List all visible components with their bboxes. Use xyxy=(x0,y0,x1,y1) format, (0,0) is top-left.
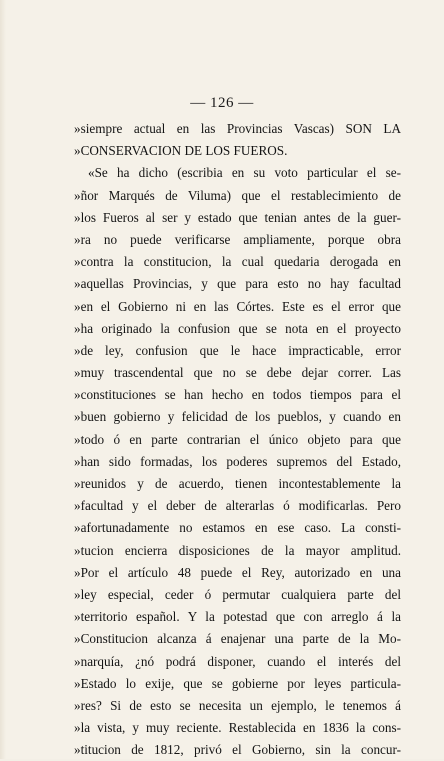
text-line: »ñor Marqués de Viluma) que el restablecimiento de xyxy=(74,187,401,203)
text-line: »muy trascendental que no se debe dejar correr. Las xyxy=(74,365,401,381)
text-line: »Por el artículo 48 puede el Rey, autorizado en una xyxy=(74,564,401,580)
text-line: »reunidos y de acuerdo, tienen incontestablemente la xyxy=(74,476,401,491)
text-line: »en el Gobierno ni en las Córtes. Este es el error que xyxy=(74,298,401,314)
text-line: »CONSERVACION DE LOS FUEROS. xyxy=(74,143,288,159)
text-line: »han sido formadas, los poderes supremos del Estado, xyxy=(74,453,401,469)
text-line: »aquellas Provincias, y que para esto no hay facultad xyxy=(74,276,401,292)
text-line: »territorio español. Y la potestad que con arreglo á la xyxy=(74,609,401,625)
text-line: »ha originado la confusion que se nota en el proyecto xyxy=(74,320,401,336)
text-line: »de ley, confusion que le hace impracticable, error xyxy=(74,342,401,358)
text-line: »res? Si de esto se necesita un ejemplo, le tenemos á xyxy=(74,697,401,713)
text-line: «Se ha dicho (escribia en su voto particular el se- xyxy=(88,165,401,181)
text-line: »narquía, ¿nó podrá disponer, cuando el interés del xyxy=(74,653,401,669)
text-line: »contra la constitucion, la cual quedaria derogada en xyxy=(74,254,401,270)
page-number: — 126 — xyxy=(190,95,254,111)
text-line: »ley especial, ceder ó permutar cualquiera parte del xyxy=(74,586,401,602)
text-line: »buen gobierno y felicidad de los pueblos, y cuando en xyxy=(74,409,401,425)
text-line: »constituciones se han hecho en todos tiempos para el xyxy=(74,387,401,403)
body-text xyxy=(74,118,401,761)
text-line: »siempre actual en las Provincias Vascas) SON LA xyxy=(74,121,401,136)
text-line: »facultad y el deber de alterarlas ó modificarlas. Pero xyxy=(74,498,401,514)
text-line: »ra no puede verificarse ampliamente, porque obra xyxy=(74,231,401,247)
text-line: »afortunadamente no estamos en ese caso. La consti- xyxy=(74,520,401,536)
text-line: »los Fueros al ser y estado que tenian antes de la guer- xyxy=(74,209,401,225)
text-line: »todo ó en parte contrarian el único objeto para que xyxy=(74,431,401,447)
text-line: »Estado lo exije, que se gobierne por leyes particula- xyxy=(74,675,401,691)
text-line: »titucion de 1812, privó el Gobierno, sin la concur- xyxy=(74,742,401,758)
text-line: »Constitucion alcanza á enajenar una parte de la Mo- xyxy=(74,631,401,647)
text-line: »tucion encierra disposiciones de la mayor amplitud. xyxy=(74,542,401,558)
text-line: »la vista, y muy reciente. Restablecida en 1836 la cons- xyxy=(74,720,401,736)
